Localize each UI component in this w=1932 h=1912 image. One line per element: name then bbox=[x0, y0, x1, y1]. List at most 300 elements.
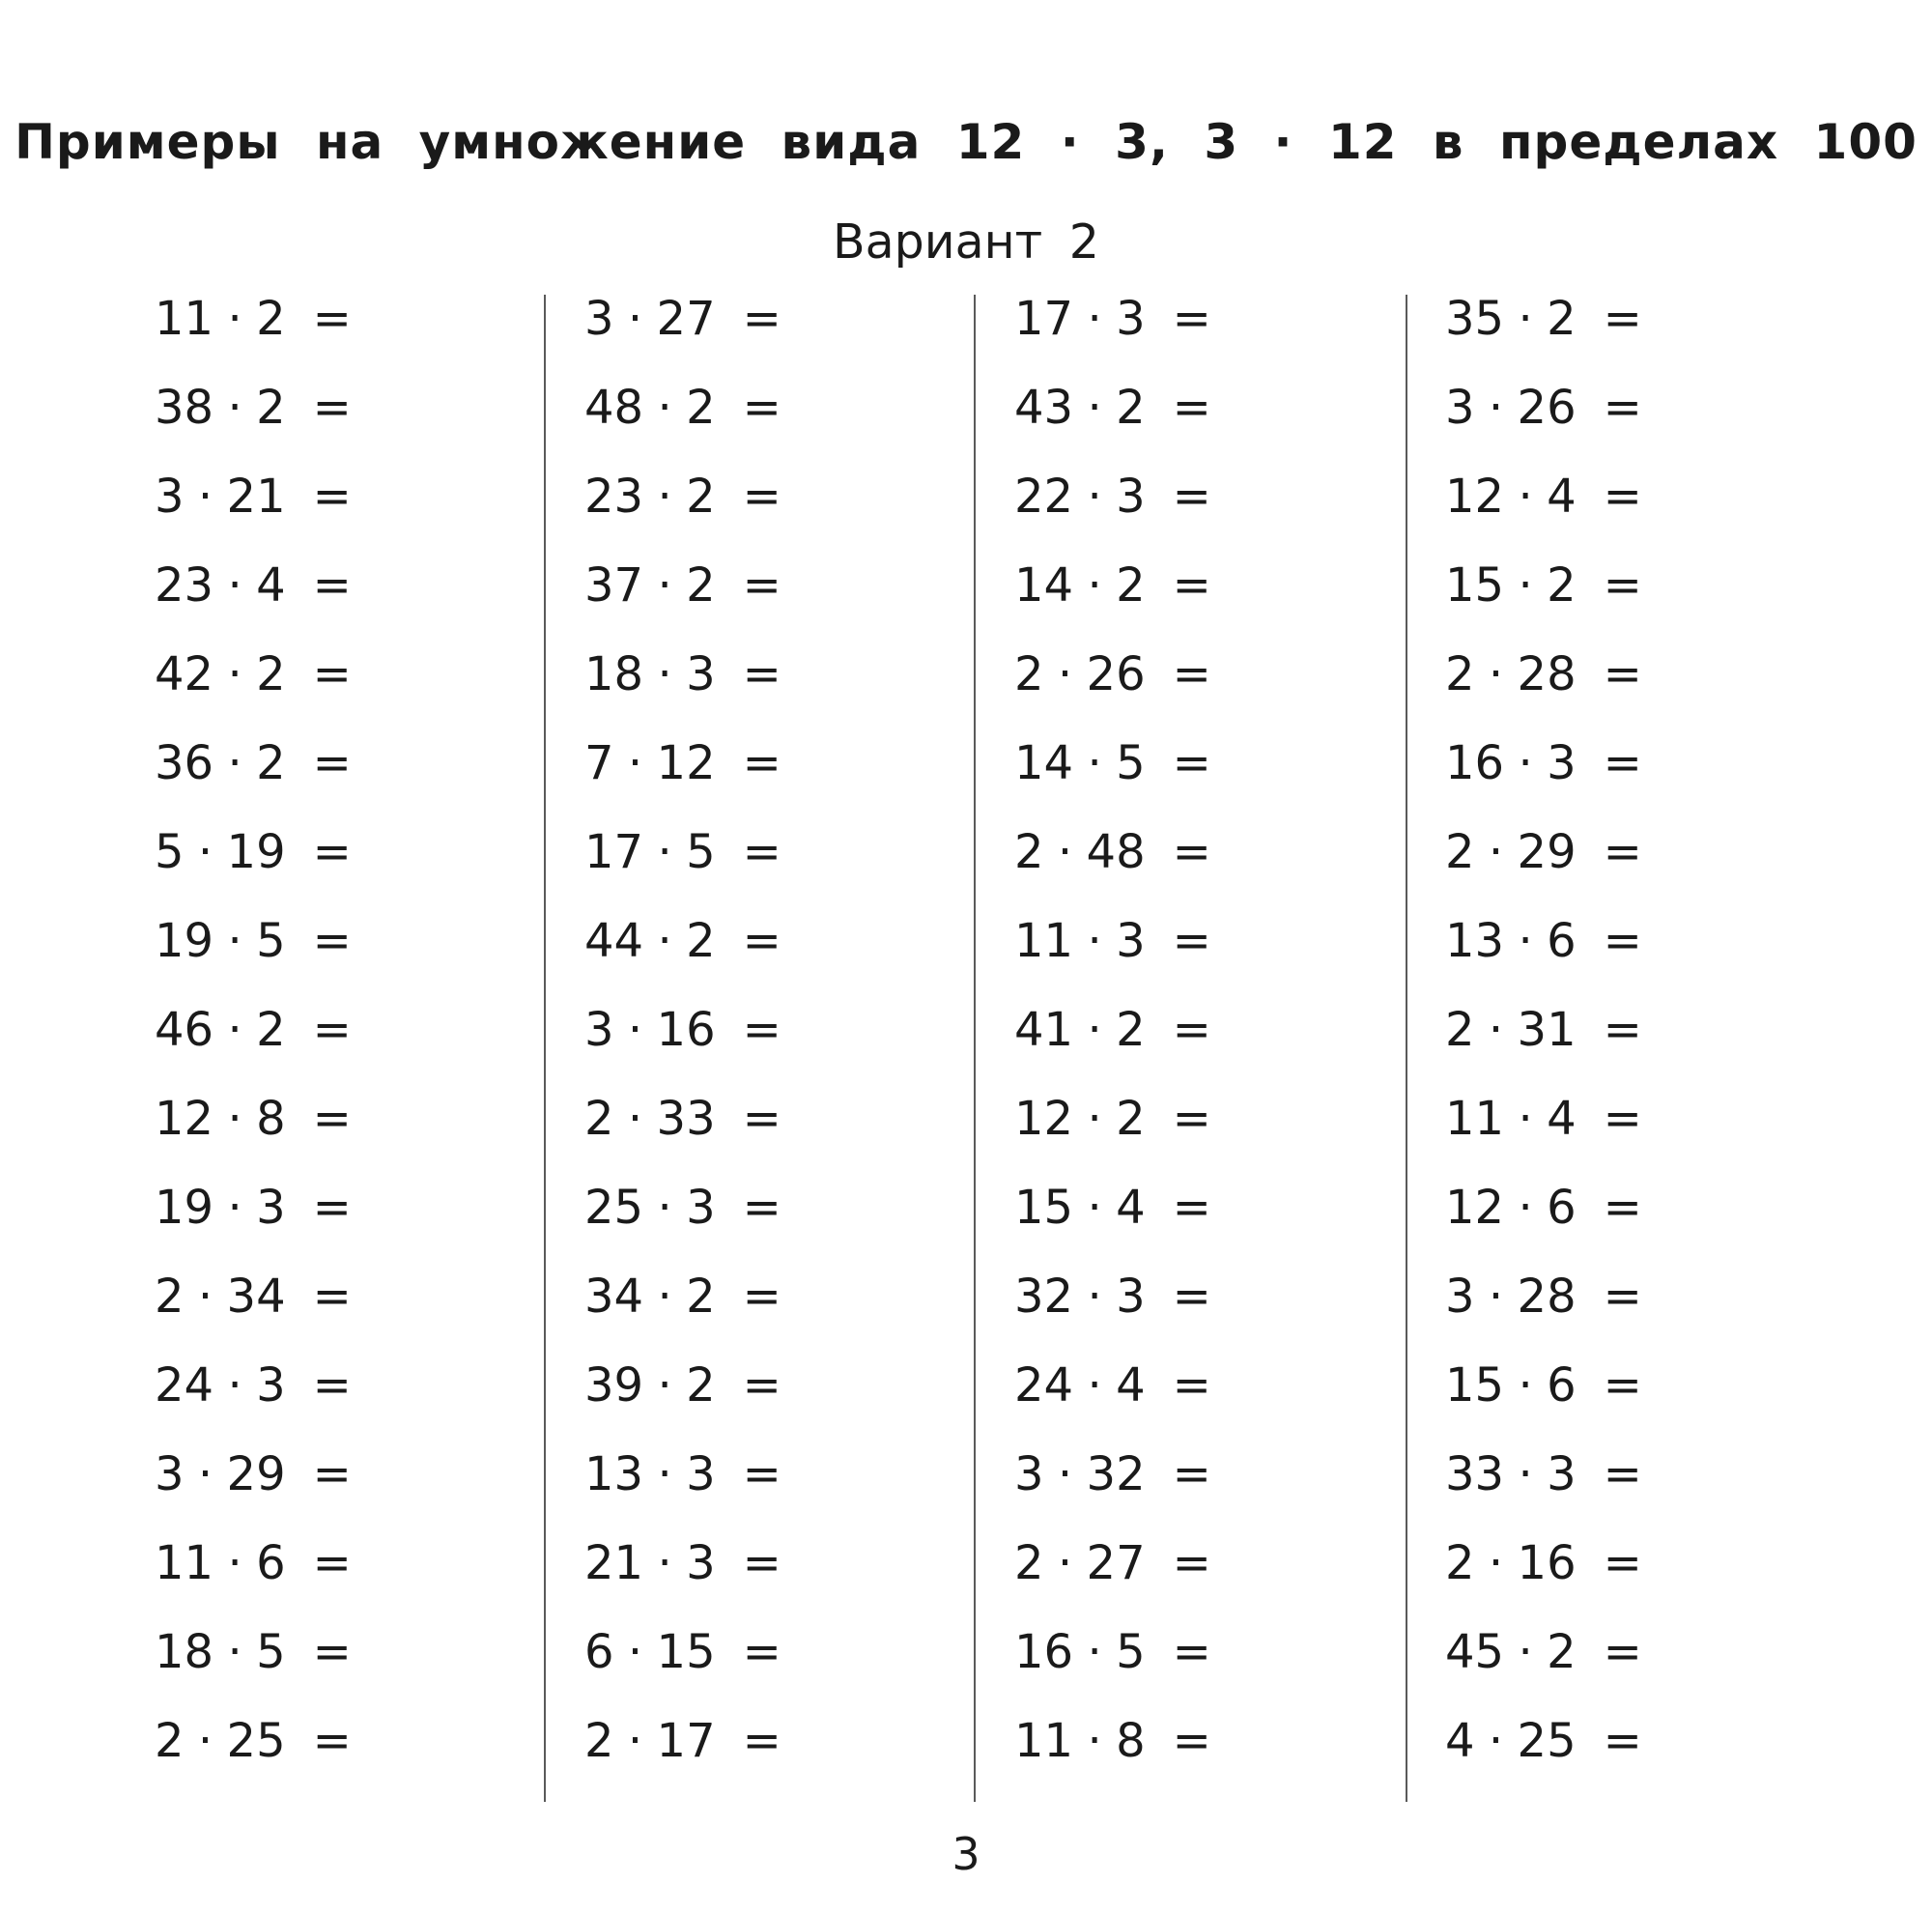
multiply-sign: · bbox=[1087, 558, 1102, 613]
equals-sign: = bbox=[312, 1714, 352, 1768]
equals-sign: = bbox=[312, 292, 352, 346]
equals-sign: = bbox=[1603, 1358, 1642, 1413]
multiply-sign: · bbox=[227, 1181, 242, 1235]
example-row bbox=[584, 996, 781, 1064]
factor-b: 3 bbox=[1547, 1447, 1577, 1501]
multiply-sign: · bbox=[627, 1714, 643, 1768]
example-row bbox=[1014, 1085, 1211, 1153]
factor-b: 2 bbox=[686, 914, 716, 968]
example-row bbox=[1445, 552, 1642, 619]
equals-sign: = bbox=[312, 558, 352, 613]
equals-sign: = bbox=[742, 470, 781, 524]
factor-b: 16 bbox=[656, 1003, 716, 1057]
multiply-sign: · bbox=[227, 647, 242, 701]
factor-b: 3 bbox=[1116, 470, 1146, 524]
factor-a: 5 bbox=[155, 825, 185, 879]
factor-b: 5 bbox=[1116, 1625, 1146, 1679]
example-row bbox=[1014, 1707, 1211, 1775]
multiply-sign: · bbox=[1087, 736, 1102, 790]
multiply-sign: · bbox=[197, 825, 213, 879]
factor-a: 22 bbox=[1014, 470, 1074, 524]
factor-a: 16 bbox=[1445, 736, 1505, 790]
example-row bbox=[155, 996, 352, 1064]
equals-sign: = bbox=[312, 1003, 352, 1057]
factor-b: 29 bbox=[226, 1447, 286, 1501]
factor-a: 3 bbox=[1445, 381, 1475, 435]
equals-sign: = bbox=[1603, 1003, 1642, 1057]
multiply-sign: · bbox=[227, 736, 242, 790]
equals-sign: = bbox=[1603, 1625, 1642, 1679]
equals-sign: = bbox=[312, 1625, 352, 1679]
factor-a: 34 bbox=[584, 1270, 644, 1324]
multiply-sign: · bbox=[657, 825, 672, 879]
equals-sign: = bbox=[742, 1181, 781, 1235]
multiply-sign: · bbox=[197, 1270, 213, 1324]
equals-sign: = bbox=[1172, 1003, 1211, 1057]
factor-b: 2 bbox=[686, 470, 716, 524]
factor-a: 46 bbox=[155, 1003, 214, 1057]
example-row bbox=[584, 1529, 781, 1597]
equals-sign: = bbox=[1603, 647, 1642, 701]
equals-sign: = bbox=[1172, 292, 1211, 346]
multiply-sign: · bbox=[657, 1447, 672, 1501]
factor-b: 2 bbox=[686, 1358, 716, 1413]
equals-sign: = bbox=[312, 1181, 352, 1235]
equals-sign: = bbox=[312, 914, 352, 968]
example-row bbox=[1445, 1441, 1642, 1508]
example-row bbox=[584, 552, 781, 619]
example-row bbox=[1014, 1263, 1211, 1330]
factor-a: 3 bbox=[155, 470, 185, 524]
factor-b: 32 bbox=[1086, 1447, 1146, 1501]
example-row bbox=[1445, 285, 1642, 353]
equals-sign: = bbox=[1603, 736, 1642, 790]
factor-b: 2 bbox=[686, 381, 716, 435]
equals-sign: = bbox=[742, 1092, 781, 1146]
example-row bbox=[1014, 1618, 1211, 1686]
factor-a: 32 bbox=[1014, 1270, 1074, 1324]
equals-sign: = bbox=[1172, 914, 1211, 968]
equals-sign: = bbox=[1172, 1092, 1211, 1146]
factor-b: 25 bbox=[226, 1714, 286, 1768]
factor-a: 2 bbox=[155, 1714, 185, 1768]
example-row bbox=[1014, 818, 1211, 886]
multiply-sign: · bbox=[1057, 1536, 1073, 1590]
factor-a: 16 bbox=[1014, 1625, 1074, 1679]
factor-b: 5 bbox=[686, 825, 716, 879]
equals-sign: = bbox=[1172, 1181, 1211, 1235]
multiply-sign: · bbox=[1087, 381, 1102, 435]
factor-a: 19 bbox=[155, 914, 214, 968]
example-row bbox=[155, 285, 352, 353]
multiply-sign: · bbox=[1057, 1447, 1073, 1501]
factor-b: 3 bbox=[256, 1181, 286, 1235]
multiply-sign: · bbox=[657, 1181, 672, 1235]
factor-b: 4 bbox=[1547, 1092, 1577, 1146]
factor-b: 6 bbox=[1547, 1358, 1577, 1413]
factor-b: 16 bbox=[1517, 1536, 1577, 1590]
example-row bbox=[1014, 729, 1211, 797]
example-row bbox=[1014, 1174, 1211, 1241]
equals-sign: = bbox=[312, 1270, 352, 1324]
example-row bbox=[155, 463, 352, 530]
example-row bbox=[1014, 285, 1211, 353]
factor-b: 28 bbox=[1517, 1270, 1577, 1324]
factor-a: 6 bbox=[584, 1625, 614, 1679]
multiply-sign: · bbox=[1518, 292, 1533, 346]
equals-sign: = bbox=[742, 381, 781, 435]
factor-a: 3 bbox=[1445, 1270, 1475, 1324]
factor-b: 2 bbox=[256, 647, 286, 701]
factor-a: 17 bbox=[1014, 292, 1074, 346]
example-row bbox=[155, 641, 352, 708]
multiply-sign: · bbox=[227, 1003, 242, 1057]
factor-b: 2 bbox=[1547, 558, 1577, 613]
example-row bbox=[584, 907, 781, 975]
example-row bbox=[584, 285, 781, 353]
example-row bbox=[1445, 996, 1642, 1064]
equals-sign: = bbox=[742, 1536, 781, 1590]
multiply-sign: · bbox=[227, 914, 242, 968]
example-row bbox=[155, 1085, 352, 1153]
multiply-sign: · bbox=[1518, 1625, 1533, 1679]
example-row bbox=[1445, 1352, 1642, 1419]
factor-b: 3 bbox=[256, 1358, 286, 1413]
example-row bbox=[1445, 463, 1642, 530]
example-row bbox=[155, 1174, 352, 1241]
factor-b: 2 bbox=[1547, 1625, 1577, 1679]
equals-sign: = bbox=[1172, 825, 1211, 879]
factor-a: 23 bbox=[584, 470, 644, 524]
factor-a: 25 bbox=[584, 1181, 644, 1235]
example-row bbox=[1445, 1263, 1642, 1330]
equals-sign: = bbox=[1172, 1536, 1211, 1590]
factor-b: 5 bbox=[256, 1625, 286, 1679]
equals-sign: = bbox=[1172, 1358, 1211, 1413]
factor-b: 3 bbox=[1116, 914, 1146, 968]
multiply-sign: · bbox=[1488, 1270, 1504, 1324]
equals-sign: = bbox=[1603, 470, 1642, 524]
equals-sign: = bbox=[1603, 1447, 1642, 1501]
factor-b: 26 bbox=[1086, 647, 1146, 701]
factor-b: 28 bbox=[1517, 647, 1577, 701]
factor-a: 2 bbox=[1445, 1003, 1475, 1057]
multiply-sign: · bbox=[1488, 1536, 1504, 1590]
page-title: Примеры на умножение вида 12 · 3, 3 · 12 в пределах 100 bbox=[14, 114, 1918, 170]
example-row bbox=[584, 1618, 781, 1686]
multiply-sign: · bbox=[1087, 1270, 1102, 1324]
factor-b: 25 bbox=[1517, 1714, 1577, 1768]
equals-sign: = bbox=[1603, 292, 1642, 346]
factor-a: 12 bbox=[1014, 1092, 1074, 1146]
example-row bbox=[155, 907, 352, 975]
multiply-sign: · bbox=[227, 292, 242, 346]
factor-b: 6 bbox=[256, 1536, 286, 1590]
equals-sign: = bbox=[1603, 1092, 1642, 1146]
example-row bbox=[1014, 996, 1211, 1064]
equals-sign: = bbox=[1172, 470, 1211, 524]
factor-b: 19 bbox=[226, 825, 286, 879]
factor-a: 36 bbox=[155, 736, 214, 790]
factor-a: 3 bbox=[584, 1003, 614, 1057]
factor-b: 2 bbox=[1116, 1092, 1146, 1146]
example-row bbox=[1014, 1529, 1211, 1597]
equals-sign: = bbox=[312, 825, 352, 879]
factor-a: 41 bbox=[1014, 1003, 1074, 1057]
multiply-sign: · bbox=[657, 914, 672, 968]
factor-a: 14 bbox=[1014, 558, 1074, 613]
factor-b: 2 bbox=[686, 558, 716, 613]
equals-sign: = bbox=[1603, 1536, 1642, 1590]
equals-sign: = bbox=[1172, 558, 1211, 613]
factor-b: 27 bbox=[656, 292, 716, 346]
example-row bbox=[155, 374, 352, 442]
multiply-sign: · bbox=[1087, 1092, 1102, 1146]
equals-sign: = bbox=[742, 914, 781, 968]
factor-a: 42 bbox=[155, 647, 214, 701]
example-row bbox=[1014, 1441, 1211, 1508]
factor-a: 39 bbox=[584, 1358, 644, 1413]
equals-sign: = bbox=[742, 1447, 781, 1501]
factor-a: 2 bbox=[584, 1714, 614, 1768]
example-row bbox=[584, 1352, 781, 1419]
multiply-sign: · bbox=[1087, 470, 1102, 524]
multiply-sign: · bbox=[197, 1714, 213, 1768]
factor-a: 7 bbox=[584, 736, 614, 790]
factor-a: 37 bbox=[584, 558, 644, 613]
multiply-sign: · bbox=[197, 1447, 213, 1501]
equals-sign: = bbox=[1172, 736, 1211, 790]
factor-b: 2 bbox=[1116, 558, 1146, 613]
factor-b: 3 bbox=[1116, 292, 1146, 346]
example-row bbox=[584, 641, 781, 708]
example-row bbox=[1014, 463, 1211, 530]
factor-b: 17 bbox=[656, 1714, 716, 1768]
equals-sign: = bbox=[1603, 1270, 1642, 1324]
multiply-sign: · bbox=[1488, 825, 1504, 879]
multiply-sign: · bbox=[1518, 1358, 1533, 1413]
example-row bbox=[584, 1085, 781, 1153]
equals-sign: = bbox=[312, 1092, 352, 1146]
example-row bbox=[1445, 1085, 1642, 1153]
factor-a: 45 bbox=[1445, 1625, 1505, 1679]
factor-a: 3 bbox=[1014, 1447, 1044, 1501]
factor-a: 12 bbox=[1445, 470, 1505, 524]
multiply-sign: · bbox=[1518, 1181, 1533, 1235]
multiply-sign: · bbox=[657, 1270, 672, 1324]
example-row bbox=[155, 1618, 352, 1686]
equals-sign: = bbox=[742, 292, 781, 346]
factor-b: 3 bbox=[686, 1447, 716, 1501]
equals-sign: = bbox=[742, 1714, 781, 1768]
factor-b: 31 bbox=[1517, 1003, 1577, 1057]
example-row bbox=[155, 1441, 352, 1508]
page-number: 3 bbox=[952, 1828, 980, 1880]
example-row bbox=[1445, 907, 1642, 975]
factor-a: 18 bbox=[155, 1625, 214, 1679]
equals-sign: = bbox=[1172, 647, 1211, 701]
multiply-sign: · bbox=[1087, 292, 1102, 346]
equals-sign: = bbox=[312, 470, 352, 524]
factor-a: 3 bbox=[155, 1447, 185, 1501]
example-row bbox=[1445, 1707, 1642, 1775]
equals-sign: = bbox=[742, 1625, 781, 1679]
multiply-sign: · bbox=[1488, 381, 1504, 435]
factor-a: 12 bbox=[1445, 1181, 1505, 1235]
equals-sign: = bbox=[312, 1536, 352, 1590]
multiply-sign: · bbox=[1087, 1714, 1102, 1768]
factor-a: 13 bbox=[584, 1447, 644, 1501]
factor-b: 8 bbox=[1116, 1714, 1146, 1768]
multiply-sign: · bbox=[227, 1092, 242, 1146]
equals-sign: = bbox=[1172, 1447, 1211, 1501]
factor-a: 48 bbox=[584, 381, 644, 435]
factor-b: 3 bbox=[1116, 1270, 1146, 1324]
multiply-sign: · bbox=[227, 1625, 242, 1679]
example-row bbox=[155, 1707, 352, 1775]
equals-sign: = bbox=[742, 1003, 781, 1057]
factor-a: 15 bbox=[1014, 1181, 1074, 1235]
example-row bbox=[155, 1263, 352, 1330]
factor-a: 11 bbox=[155, 292, 214, 346]
factor-a: 44 bbox=[584, 914, 644, 968]
factor-b: 4 bbox=[256, 558, 286, 613]
example-row bbox=[1445, 1174, 1642, 1241]
equals-sign: = bbox=[742, 647, 781, 701]
factor-b: 12 bbox=[656, 736, 716, 790]
factor-a: 24 bbox=[155, 1358, 214, 1413]
multiply-sign: · bbox=[657, 558, 672, 613]
multiply-sign: · bbox=[657, 647, 672, 701]
factor-a: 18 bbox=[584, 647, 644, 701]
example-row bbox=[1014, 641, 1211, 708]
factor-b: 4 bbox=[1116, 1358, 1146, 1413]
equals-sign: = bbox=[1603, 825, 1642, 879]
factor-b: 2 bbox=[256, 1003, 286, 1057]
multiply-sign: · bbox=[1087, 1003, 1102, 1057]
factor-b: 33 bbox=[656, 1092, 716, 1146]
multiply-sign: · bbox=[1087, 914, 1102, 968]
equals-sign: = bbox=[1172, 1270, 1211, 1324]
factor-b: 2 bbox=[256, 381, 286, 435]
multiply-sign: · bbox=[627, 736, 643, 790]
factor-b: 6 bbox=[1547, 1181, 1577, 1235]
factor-a: 38 bbox=[155, 381, 214, 435]
multiply-sign: · bbox=[227, 558, 242, 613]
example-row bbox=[584, 818, 781, 886]
example-row bbox=[584, 729, 781, 797]
example-row bbox=[1445, 374, 1642, 442]
example-row bbox=[155, 1529, 352, 1597]
equals-sign: = bbox=[742, 558, 781, 613]
factor-b: 4 bbox=[1116, 1181, 1146, 1235]
factor-b: 2 bbox=[256, 736, 286, 790]
multiply-sign: · bbox=[1087, 1181, 1102, 1235]
multiply-sign: · bbox=[1518, 558, 1533, 613]
multiply-sign: · bbox=[657, 381, 672, 435]
multiply-sign: · bbox=[627, 1625, 643, 1679]
factor-a: 2 bbox=[1014, 825, 1044, 879]
multiply-sign: · bbox=[1518, 1447, 1533, 1501]
factor-a: 19 bbox=[155, 1181, 214, 1235]
factor-a: 2 bbox=[1445, 647, 1475, 701]
example-row bbox=[155, 818, 352, 886]
factor-b: 34 bbox=[226, 1270, 286, 1324]
factor-b: 6 bbox=[1547, 914, 1577, 968]
example-row bbox=[1014, 374, 1211, 442]
factor-a: 11 bbox=[1445, 1092, 1505, 1146]
equals-sign: = bbox=[1172, 1714, 1211, 1768]
equals-sign: = bbox=[1603, 1714, 1642, 1768]
factor-a: 2 bbox=[1445, 1536, 1475, 1590]
factor-b: 2 bbox=[1547, 292, 1577, 346]
multiply-sign: · bbox=[1057, 825, 1073, 879]
factor-b: 5 bbox=[1116, 736, 1146, 790]
factor-b: 2 bbox=[1116, 381, 1146, 435]
multiply-sign: · bbox=[1488, 647, 1504, 701]
example-row bbox=[155, 552, 352, 619]
example-row bbox=[584, 1707, 781, 1775]
factor-a: 35 bbox=[1445, 292, 1505, 346]
factor-a: 11 bbox=[1014, 1714, 1074, 1768]
example-row bbox=[584, 374, 781, 442]
factor-b: 15 bbox=[656, 1625, 716, 1679]
factor-a: 33 bbox=[1445, 1447, 1505, 1501]
example-row bbox=[155, 729, 352, 797]
equals-sign: = bbox=[1603, 381, 1642, 435]
factor-b: 3 bbox=[686, 647, 716, 701]
factor-b: 3 bbox=[686, 1536, 716, 1590]
example-row bbox=[1445, 1529, 1642, 1597]
equals-sign: = bbox=[312, 647, 352, 701]
factor-a: 2 bbox=[584, 1092, 614, 1146]
factor-a: 11 bbox=[155, 1536, 214, 1590]
variant-label: Вариант 2 bbox=[833, 214, 1099, 270]
factor-a: 12 bbox=[155, 1092, 214, 1146]
multiply-sign: · bbox=[1087, 1625, 1102, 1679]
factor-b: 3 bbox=[1547, 736, 1577, 790]
multiply-sign: · bbox=[627, 292, 643, 346]
example-row bbox=[584, 1263, 781, 1330]
multiply-sign: · bbox=[1518, 736, 1533, 790]
factor-a: 4 bbox=[1445, 1714, 1475, 1768]
factor-a: 23 bbox=[155, 558, 214, 613]
multiply-sign: · bbox=[227, 381, 242, 435]
factor-a: 17 bbox=[584, 825, 644, 879]
equals-sign: = bbox=[312, 1447, 352, 1501]
factor-a: 2 bbox=[1445, 825, 1475, 879]
factor-b: 4 bbox=[1547, 470, 1577, 524]
example-row bbox=[584, 1174, 781, 1241]
multiply-sign: · bbox=[1518, 470, 1533, 524]
example-row bbox=[1445, 729, 1642, 797]
factor-a: 2 bbox=[155, 1270, 185, 1324]
factor-b: 48 bbox=[1086, 825, 1146, 879]
factor-a: 2 bbox=[1014, 1536, 1044, 1590]
equals-sign: = bbox=[742, 1358, 781, 1413]
example-row bbox=[584, 1441, 781, 1508]
equals-sign: = bbox=[312, 736, 352, 790]
factor-b: 2 bbox=[256, 292, 286, 346]
factor-b: 5 bbox=[256, 914, 286, 968]
factor-a: 3 bbox=[584, 292, 614, 346]
multiply-sign: · bbox=[1488, 1003, 1504, 1057]
equals-sign: = bbox=[1172, 381, 1211, 435]
multiply-sign: · bbox=[657, 1536, 672, 1590]
equals-sign: = bbox=[1603, 914, 1642, 968]
factor-a: 14 bbox=[1014, 736, 1074, 790]
factor-b: 27 bbox=[1086, 1536, 1146, 1590]
